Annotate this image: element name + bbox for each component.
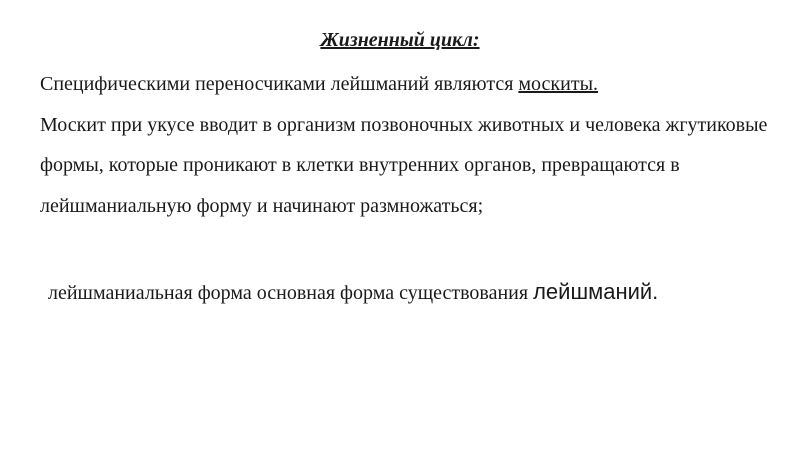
paragraph-life-cycle: Москит при укусе вводит в организм позвоночных животных и человека жгутиковые формы, которые проникают в клетки внутренних органов, превращаются в лейшманиальную форму и начинают размножаться;: [40, 113, 768, 217]
slide-title: Жизненный цикл:: [320, 29, 480, 51]
slide-body: [40, 64, 780, 226]
paragraph-vectors: [40, 64, 780, 105]
paragraph-main-form: [48, 277, 788, 308]
leishmania-term: лейшманий.: [533, 279, 659, 304]
mosquitoes-term: москиты.: [518, 73, 599, 95]
paragraph-main-form-text: лейшманиальная форма основная форма существования: [48, 282, 534, 304]
paragraph-vectors-text: Специфическими переносчиками лейшманий являются: [40, 73, 519, 95]
